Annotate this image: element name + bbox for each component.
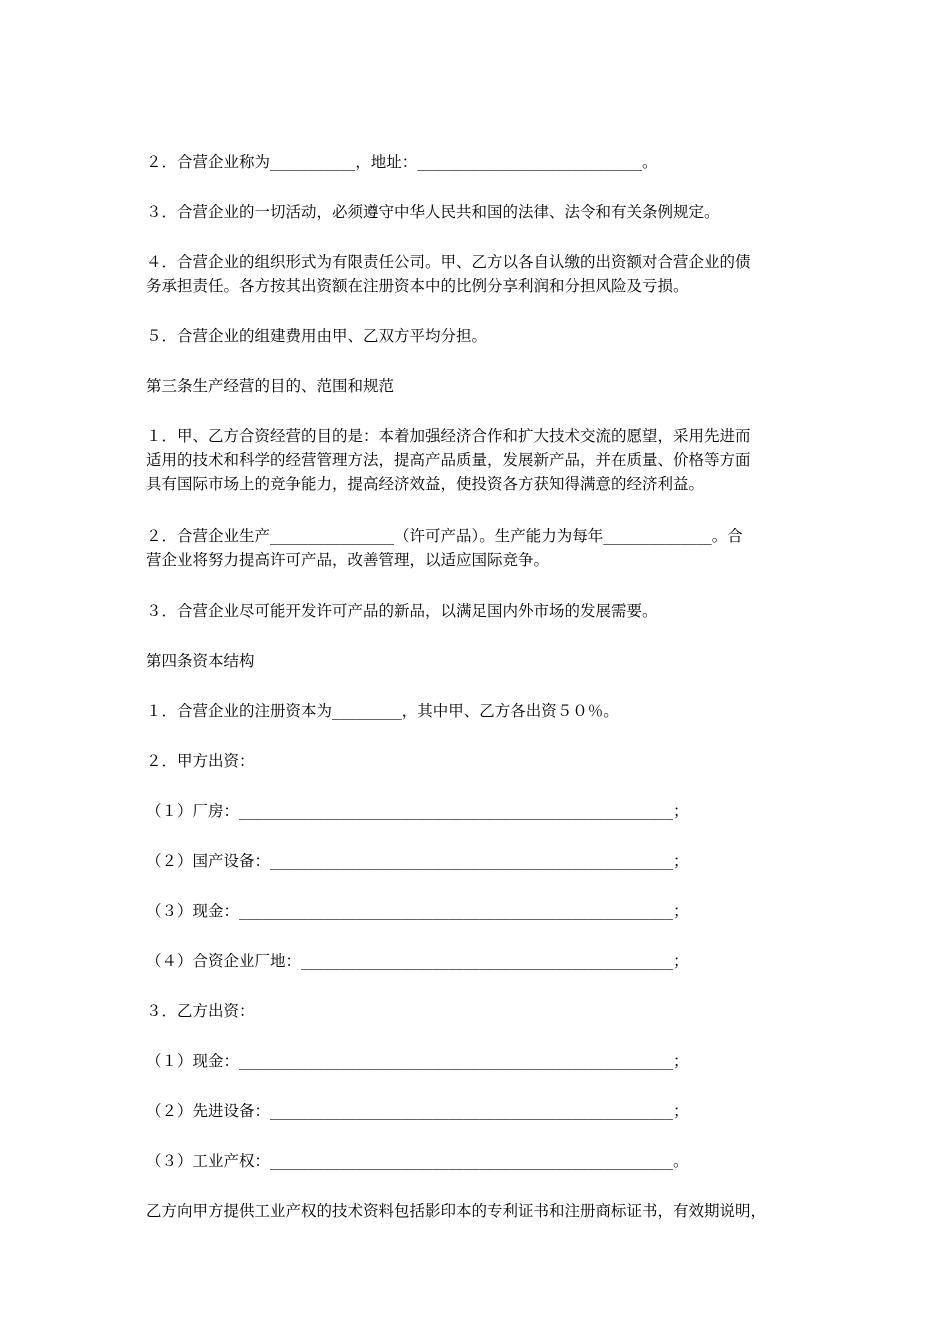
clause-3-compliance: ３．合营企业的一切活动，必须遵守中华人民共和国的法律、法令和有关条例规定。 [146,203,720,221]
article-4-clause-3-party-b-contribution: ３．乙方出资： [146,1002,255,1020]
party-a-item-domestic-equipment: （２）国产设备：____________________________________________________； [146,852,689,870]
party-b-item-cash: （１）现金：________________________________________________________； [146,1052,689,1070]
party-a-item-plant: （１）厂房：________________________________________________________； [146,802,689,820]
clause-2-venture-name-address: ２．合营企业称为___________，地址：_____________________________。 [146,153,658,171]
clause-5-setup-costs: ５．合营企业的组建费用由甲、乙双方平均分担。 [146,327,488,345]
party-b-item-advanced-equipment: （２）先进设备：____________________________________________________； [146,1102,689,1120]
article-3-clause-3-new-products: ３．合营企业尽可能开发许可产品的新品，以满足国内外市场的发展需要。 [146,602,658,620]
party-a-item-cash: （３）现金：________________________________________________________； [146,902,689,920]
clause-4-organization-form: ４．合营企业的组织形式为有限责任公司。甲、乙方以各自认缴的出资额对合营企业的债 务承担责任。各方按其出资额在注册资本中的比例分享利润和分担风险及亏损。 [146,253,751,295]
party-b-item-industrial-property: （３）工业产权：____________________________________________________。 [146,1152,689,1170]
article-3-clause-1-purpose: １．甲、乙方合资经营的目的是：本着加强经济合作和扩大技术交流的愿望，采用先进而 适用的技术和科学的经营管理方法，提高产品质量，发展新产品，并在质量、价格等方面 具有国际市场上的竞争能力，提高经济效益，使投资各方获知得满意的经济利益。 [146,427,751,493]
article-3-clause-2-production: ２．合营企业生产________________（许可产品）。生产能力为每年______________。合 营企业将努力提高许可产品，改善管理，以适应国际竞争。 [146,527,743,569]
party-a-item-land: （４）合资企业厂地：________________________________________________； [146,952,689,970]
article-3-heading: 第三条生产经营的目的、范围和规范 [146,377,395,395]
party-b-technical-documents: 乙方向甲方提供工业产权的技术资料包括影印本的专利证书和注册商标证书，有效期说明， [146,1202,767,1220]
article-4-clause-2-party-a-contribution: ２．甲方出资： [146,752,255,770]
article-4-heading: 第四条资本结构 [146,652,255,670]
article-4-clause-1-registered-capital: １．合营企业的注册资本为_________，其中甲、乙方各出资５０％。 [146,702,619,720]
